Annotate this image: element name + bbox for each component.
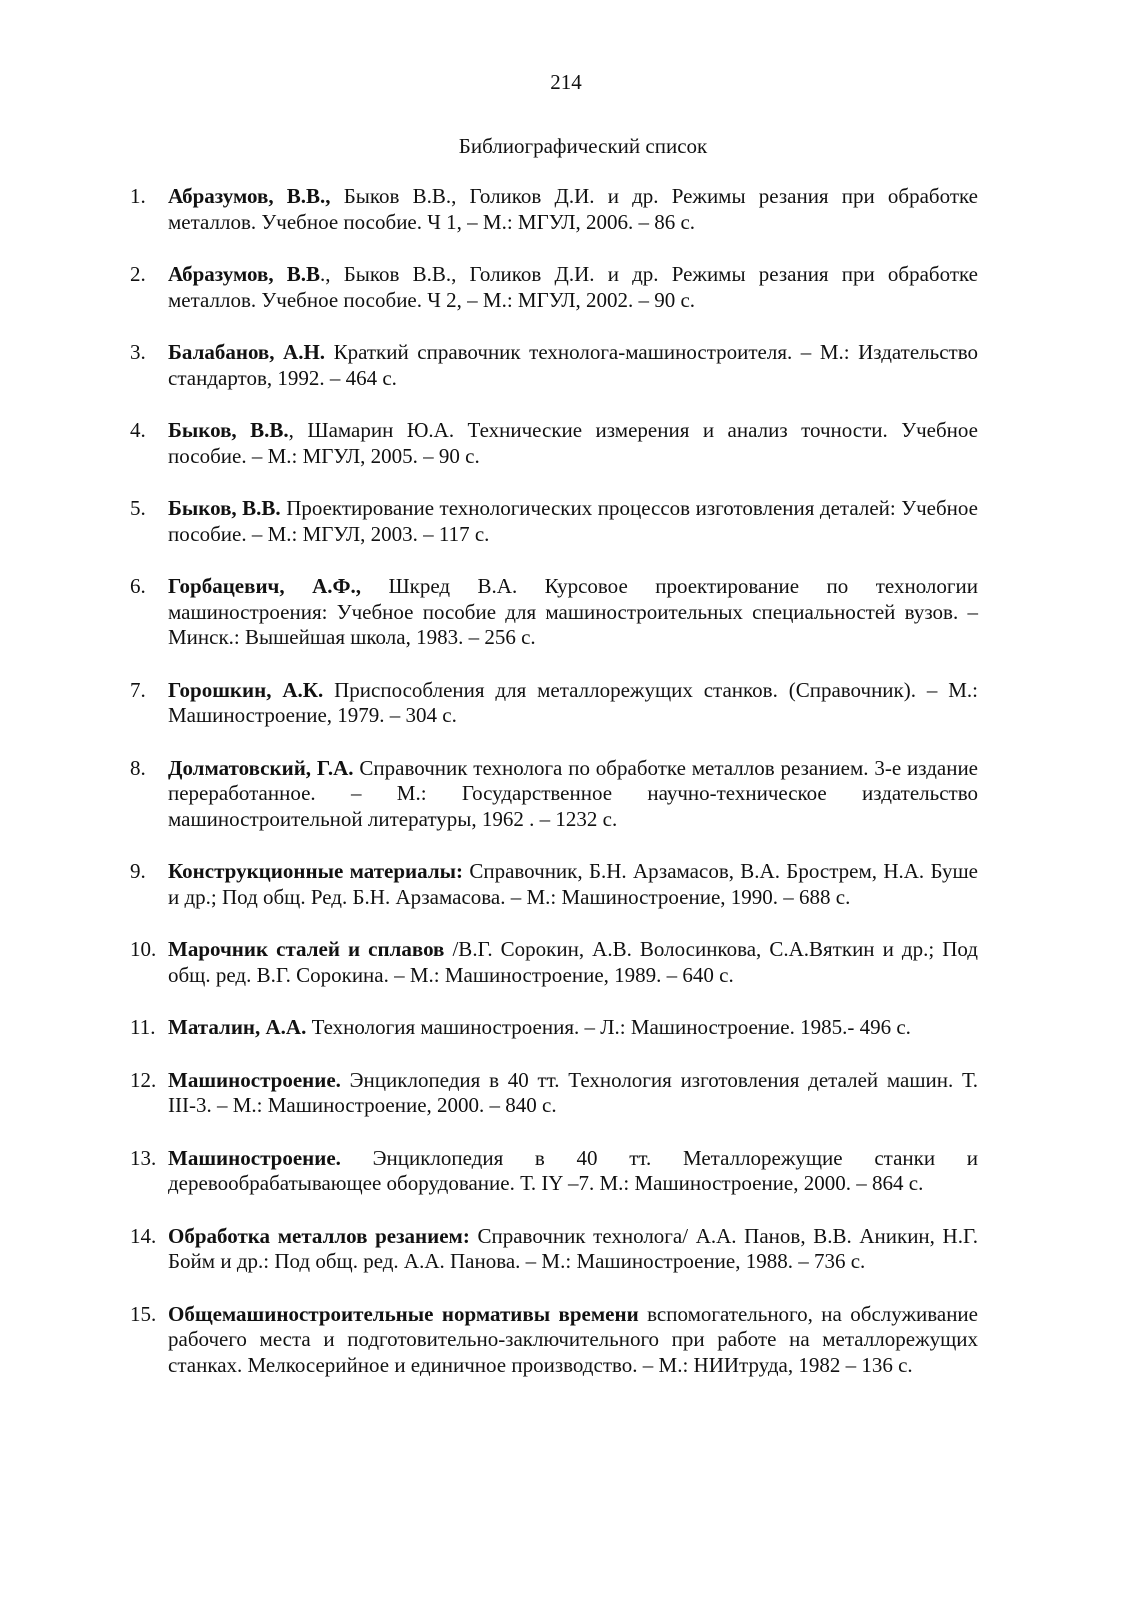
entry-author: Горошкин, А.К. <box>168 677 324 702</box>
entry-number: 5. <box>130 496 146 520</box>
bibliography-entry <box>130 1146 978 1197</box>
entry-number: 10. <box>130 937 157 961</box>
entry-text: Справочник технолога/ А.А. Панов, В.В. Аникин, Н.Г. Бойм и др.: Под общ. ред. А.А. Панова. – М.: Машиностроение, 1988. – 736 с. <box>168 1223 978 1273</box>
page-title: Библиографический список <box>458 134 708 158</box>
bibliography-entry <box>130 418 978 469</box>
entry-author: Общемашиностроительные нормативы времени <box>168 1301 639 1326</box>
bibliography-entry <box>130 496 978 547</box>
bibliography-entry <box>130 859 978 910</box>
entry-author: Маталин, А.А. <box>168 1015 307 1039</box>
entry-author: Быков, В.В. <box>168 418 289 442</box>
entry-author: Обработка металлов резанием: <box>168 1223 470 1248</box>
entry-text: Шкред В.А. Курсовое проектирование по технологии машиностроения: Учебное пособие для машиностроительных специальностей вузов. – Минск.: Вышейшая школа, 1983. – 256 с. <box>168 574 978 649</box>
entry-number: 14. <box>130 1223 157 1248</box>
bibliography-entry <box>130 937 978 988</box>
entry-text: ., Быков В.В., Голиков Д.И. и др. Режимы резания при обработке металлов. Учебное пособие. Ч 2, – М.: МГУЛ, 2002. – 90 с. <box>168 262 979 312</box>
entry-number: 7. <box>130 677 146 702</box>
bibliography-entry <box>130 574 978 651</box>
bibliography-entry <box>130 184 978 235</box>
entry-text: , Шамарин Ю.А. Технические измерения и анализ точности. Учебное пособие. – М.: МГУЛ, 2005. – 90 с. <box>168 418 978 468</box>
entry-number: 3. <box>130 340 146 364</box>
entry-author: Долматовский, Г.А. <box>168 755 354 780</box>
entry-number: 8. <box>130 755 146 780</box>
entry-number: 13. <box>130 1145 157 1170</box>
entry-author: Абразумов, В.В <box>168 262 321 286</box>
entry-number: 12. <box>130 1067 157 1092</box>
entry-text: Приспособления для металлорежущих станков. (Справочник). – М.: Машиностроение, 1979. – 304 с. <box>168 677 978 727</box>
entry-text: Справочник технолога по обработке металлов резанием. 3-е издание переработанное. – М.: Государственное научно-техническое издательство машиностроительной литературы, 1962 . – 1232 с. <box>168 755 978 831</box>
entry-text: Справочник, Б.Н. Арзамасов, В.А. Брострем, Н.А. Буше и др.; Под общ. Ред. Б.Н. Арзамасова. – М.: Машиностроение, 1990. – 688 с. <box>168 859 978 909</box>
entry-author: Абразумов, В.В., <box>168 184 331 208</box>
entry-author: Быков, В.В. <box>168 496 281 520</box>
entry-author: Конструкционные материалы: <box>168 859 464 883</box>
entry-number: 2. <box>130 262 146 286</box>
entry-text: Технология машиностроения. – Л.: Машиностроение. 1985.- 496 с. <box>306 1015 911 1039</box>
bibliography-list <box>130 184 978 1405</box>
entry-number: 15. <box>130 1301 157 1326</box>
bibliography-entry <box>130 1015 978 1041</box>
bibliography-entry <box>130 1302 978 1379</box>
entry-author: Машиностроение. <box>168 1067 341 1092</box>
entry-number: 11. <box>130 1015 156 1039</box>
bibliography-entry <box>130 262 978 313</box>
entry-number: 4. <box>130 418 146 442</box>
bibliography-entry <box>130 1068 978 1119</box>
entry-text: Энциклопедия в 40 тт. Металлорежущие станки и деревообрабатывающее оборудование. Т. IY –7. М.: Машиностроение, 2000. – 864 с. <box>168 1145 978 1195</box>
bibliography-entry <box>130 756 978 833</box>
page-number: 214 <box>550 70 582 94</box>
entry-author: Балабанов, А.Н. <box>168 340 326 364</box>
entry-author: Машиностроение. <box>168 1145 341 1170</box>
entry-text: Энциклопедия в 40 тт. Технология изготовления деталей машин. Т. III-3. – М.: Машиностроение, 2000. – 840 с. <box>168 1067 978 1117</box>
bibliography-entry <box>130 1224 978 1275</box>
bibliography-entry <box>130 340 978 391</box>
bibliography-entry <box>130 678 978 729</box>
entry-text: Краткий справочник технолога-машиностроителя. – М.: Издательство стандартов, 1992. – 464 с. <box>168 340 978 390</box>
entry-text: /В.Г. Сорокин, А.В. Волосинкова, С.А.Вяткин и др.; Под общ. ред. В.Г. Сорокина. – М.: Машиностроение, 1989. – 640 с. <box>168 937 978 987</box>
entry-number: 1. <box>130 184 146 208</box>
entry-text: Проектирование технологических процессов изготовления деталей: Учебное пособие. – М.: МГУЛ, 2003. – 117 с. <box>168 496 978 546</box>
entry-text: вспомогательного, на обслуживание рабочего места и подготовительно-заключительного при работе на металлорежущих станках. Мелкосерийное и единичное производство. – М.: НИИтруда, 1982 – 136 с. <box>168 1301 978 1377</box>
entry-author: Горбацевич, А.Ф., <box>168 574 362 598</box>
entry-author: Марочник сталей и сплавов <box>168 937 445 961</box>
entry-number: 9. <box>130 859 146 883</box>
entry-text: Быков В.В., Голиков Д.И. и др. Режимы резания при обработке металлов. Учебное пособие. Ч 1, – М.: МГУЛ, 2006. – 86 с. <box>168 184 979 234</box>
entry-number: 6. <box>130 574 146 598</box>
